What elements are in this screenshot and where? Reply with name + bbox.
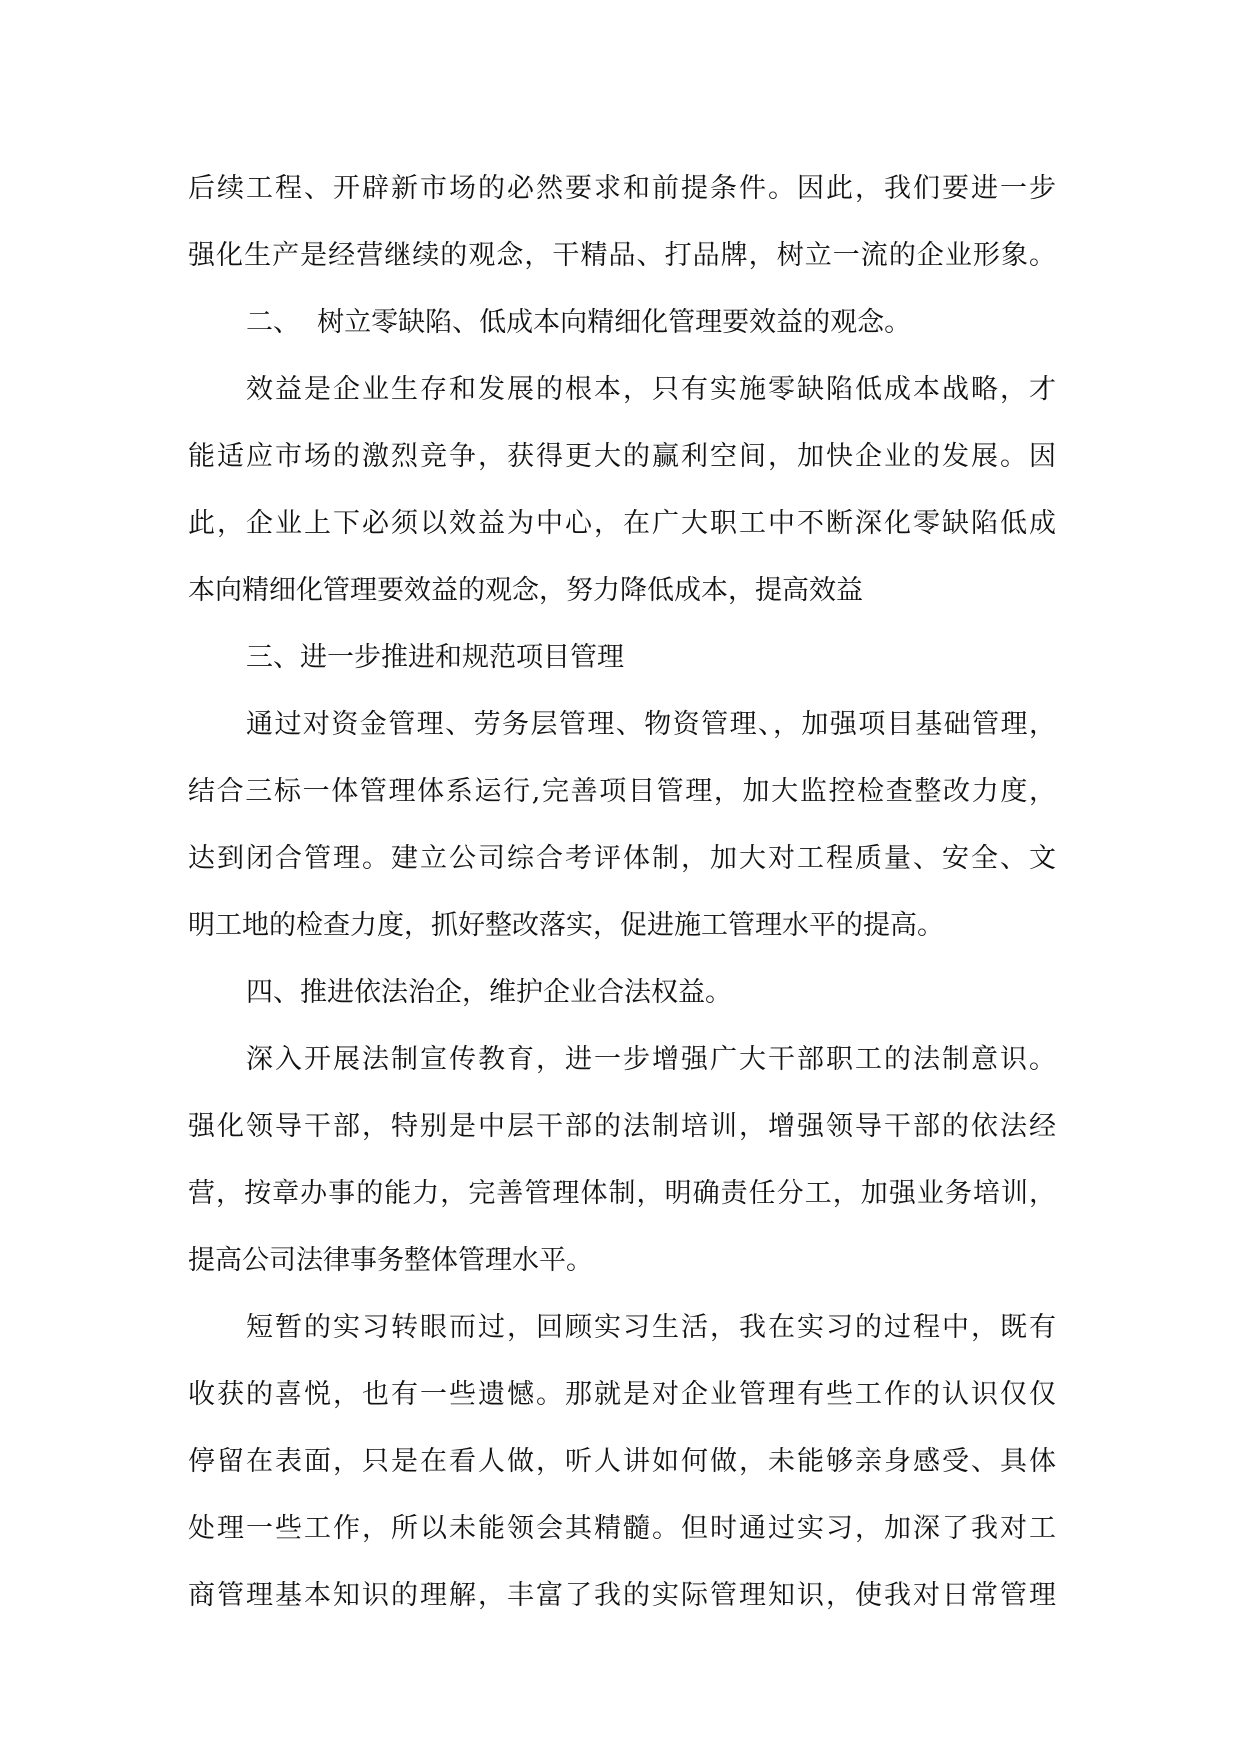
text-line: 后续工程、开辟新市场的必然要求和前提条件。因此，我们要进一步 xyxy=(188,173,1056,204)
section-heading: 三、进一步推进和规范项目管理 xyxy=(246,642,624,673)
text-line: 处理一些工作，所以未能领会其精髓。但时通过实习，加深了我对工 xyxy=(188,1513,1056,1544)
text-line: 收获的喜悦，也有一些遗憾。那就是对企业管理有些工作的认识仅仅 xyxy=(188,1379,1056,1410)
text-line: 短暂的实习转眼而过，回顾实习生活，我在实习的过程中，既有 xyxy=(246,1312,1056,1343)
text-line: 结合三标一体管理体系运行,完善项目管理，加大监控检查整改力度， xyxy=(188,776,1056,807)
text-line: 明工地的检查力度，抓好整改落实，促进施工管理水平的提高。 xyxy=(188,910,944,941)
text-line: 效益是企业生存和发展的根本，只有实施零缺陷低成本战略，才 xyxy=(246,374,1056,405)
section-heading: 二、 树立零缺陷、低成本向精细化管理要效益的观念。 xyxy=(246,307,912,338)
text-line: 强化生产是经营继续的观念，干精品、打品牌，树立一流的企业形象。 xyxy=(188,240,1056,271)
text-line: 强化领导干部，特别是中层干部的法制培训，增强领导干部的依法经 xyxy=(188,1111,1056,1142)
text-line: 通过对资金管理、劳务层管理、物资管理、，加强项目基础管理， xyxy=(246,709,1056,740)
text-line: 本向精细化管理要效益的观念，努力降低成本，提高效益 xyxy=(188,575,863,606)
document-body xyxy=(188,155,1056,1629)
section-heading: 四、推进依法治企，维护企业合法权益。 xyxy=(246,977,732,1008)
text-line: 能适应市场的激烈竞争，获得更大的赢利空间，加快企业的发展。因 xyxy=(188,441,1056,472)
text-line: 营，按章办事的能力，完善管理体制，明确责任分工，加强业务培训， xyxy=(188,1178,1056,1209)
text-line: 停留在表面，只是在看人做，听人讲如何做，未能够亲身感受、具体 xyxy=(188,1446,1056,1477)
text-line: 商管理基本知识的理解，丰富了我的实际管理知识，使我对日常管理 xyxy=(188,1580,1056,1611)
text-line: 此，企业上下必须以效益为中心，在广大职工中不断深化零缺陷低成 xyxy=(188,508,1056,539)
text-line: 深入开展法制宣传教育，进一步增强广大干部职工的法制意识。 xyxy=(246,1044,1056,1075)
text-line: 提高公司法律事务整体管理水平。 xyxy=(188,1245,593,1276)
text-line: 达到闭合管理。建立公司综合考评体制，加大对工程质量、安全、文 xyxy=(188,843,1056,874)
